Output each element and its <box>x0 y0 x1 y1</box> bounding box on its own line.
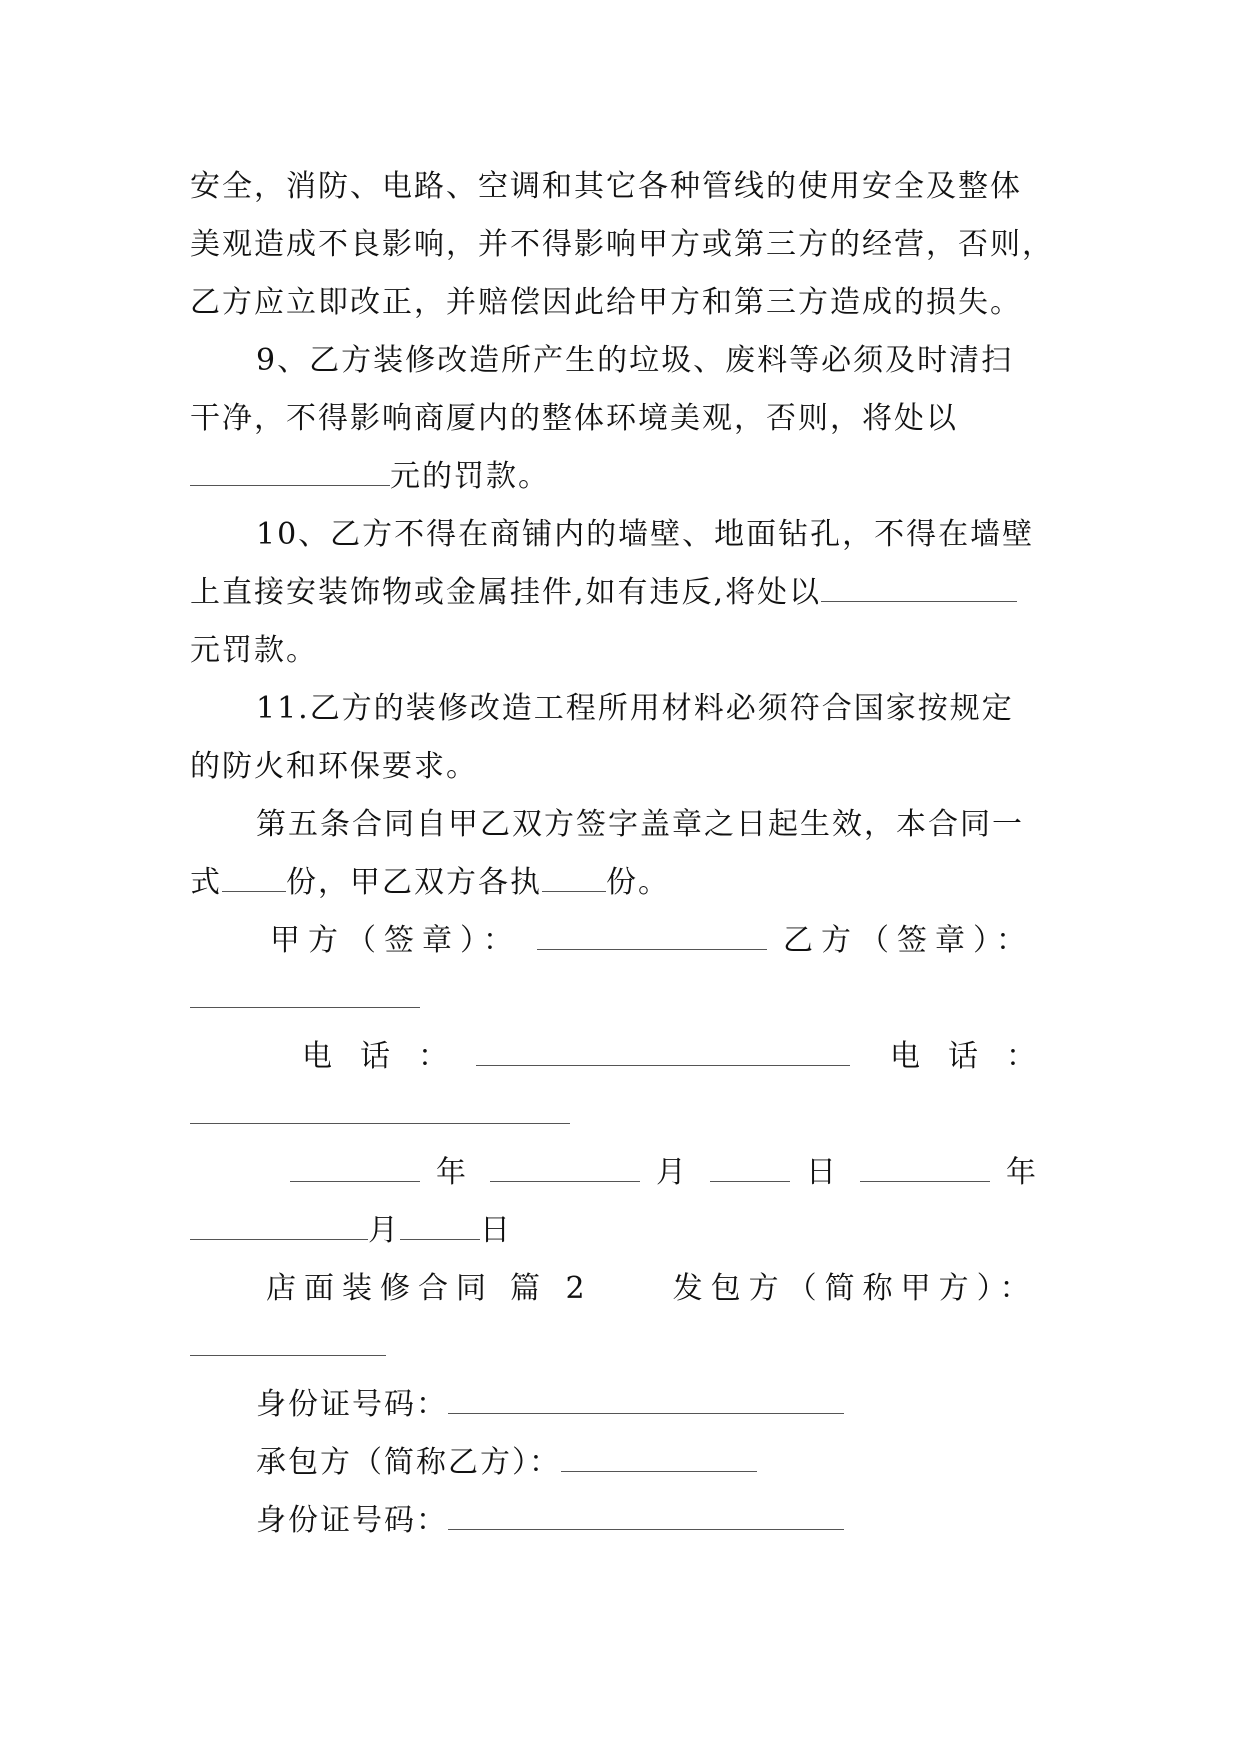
clause-10-line: 元罚款。 <box>190 633 318 668</box>
fine-amount-blank <box>821 577 1017 602</box>
clause-9-fine-line <box>190 448 1060 506</box>
date-line <box>190 1144 1060 1202</box>
id-b-label: 身份证号码： <box>256 1503 448 1538</box>
month-label: 月 <box>368 1213 400 1248</box>
id-a-line <box>190 1376 1060 1434</box>
party-a-phone-blank <box>476 1041 850 1066</box>
copies-each-blank <box>542 867 606 892</box>
party-a-signature-blank <box>537 925 767 950</box>
party-a-signature-label: 甲方（签章）： <box>270 923 521 958</box>
party-a-phone-label: 电话： <box>302 1039 476 1074</box>
party-b-year-blank <box>860 1157 990 1182</box>
employer-name-blank <box>190 1331 386 1356</box>
id-a-label: 身份证号码： <box>256 1387 448 1422</box>
day-label: 日 <box>806 1155 844 1190</box>
month-label: 月 <box>656 1155 694 1190</box>
phone-line <box>190 1028 1064 1086</box>
contract-2-header-line <box>190 1260 1060 1318</box>
copies-count-blank <box>222 867 286 892</box>
signature-continuation-line <box>190 970 1060 1028</box>
contractor-line <box>190 1434 1060 1492</box>
copies-prefix: 式 <box>190 865 222 900</box>
clause-9-line: 9、乙方装修改造所产生的垃圾、废料等必须及时清扫 <box>256 343 1014 378</box>
party-a-month-blank <box>490 1157 640 1182</box>
signature-line <box>190 912 1060 970</box>
paragraph-line: 乙方应立即改正，并赔偿因此给甲方和第三方造成的损失。 <box>190 285 1022 320</box>
contractor-name-blank <box>561 1447 757 1472</box>
contractor-label: 承包方（简称乙方）： <box>256 1445 561 1480</box>
fine-amount-blank <box>190 461 390 486</box>
clause-10-line <box>190 564 1060 622</box>
employer-continuation-line <box>190 1318 1060 1376</box>
clause-11-line: 的防火和环保要求。 <box>190 749 478 784</box>
party-a-year-blank <box>290 1157 420 1182</box>
id-b-blank <box>448 1505 844 1530</box>
fine-suffix: 元的罚款。 <box>390 459 550 494</box>
year-label: 年 <box>1006 1155 1044 1190</box>
paragraph-line: 美观造成不良影响，并不得影响甲方或第三方的经营，否则， <box>190 227 1054 262</box>
article-5-line: 第五条合同自甲乙双方签字盖章之日起生效，本合同一 <box>256 807 1024 842</box>
clause-10-line: 10、乙方不得在商铺内的墙壁、地面钻孔，不得在墙壁 <box>256 517 1035 552</box>
day-label: 日 <box>480 1213 512 1248</box>
clause-11-line: 11.乙方的装修改造工程所用材料必须符合国家按规定 <box>256 691 1014 726</box>
article-5-copies-line <box>190 854 1060 912</box>
date-continuation-line <box>190 1202 1060 1260</box>
contract-title: 店面装修合同 <box>266 1271 494 1306</box>
copies-suffix: 份。 <box>606 865 670 900</box>
party-b-month-blank <box>190 1215 368 1240</box>
employer-label: 发包方（简称甲方）： <box>672 1271 1038 1306</box>
part-number: 篇 2 <box>510 1271 593 1306</box>
clause-10-text: 上直接安装饰物或金属挂件,如有违反,将处以 <box>190 575 822 610</box>
clause-9-line: 干净，不得影响商厦内的整体环境美观，否则，将处以 <box>190 401 958 436</box>
phone-continuation-line <box>190 1086 1060 1144</box>
party-b-signature-blank <box>190 983 420 1008</box>
paragraph-line: 安全，消防、电路、空调和其它各种管线的使用安全及整体 <box>190 169 1022 204</box>
id-a-blank <box>448 1389 844 1414</box>
copies-middle: 份，甲乙双方各执 <box>286 865 542 900</box>
party-b-signature-label: 乙方（签章）： <box>783 923 1034 958</box>
document-body <box>190 158 1064 1550</box>
year-label: 年 <box>436 1155 474 1190</box>
id-b-line <box>190 1492 1060 1550</box>
party-b-phone-blank <box>190 1099 570 1124</box>
party-a-day-blank <box>710 1157 790 1182</box>
party-b-phone-label: 电话： <box>890 1039 1064 1074</box>
party-b-day-blank <box>400 1215 480 1240</box>
